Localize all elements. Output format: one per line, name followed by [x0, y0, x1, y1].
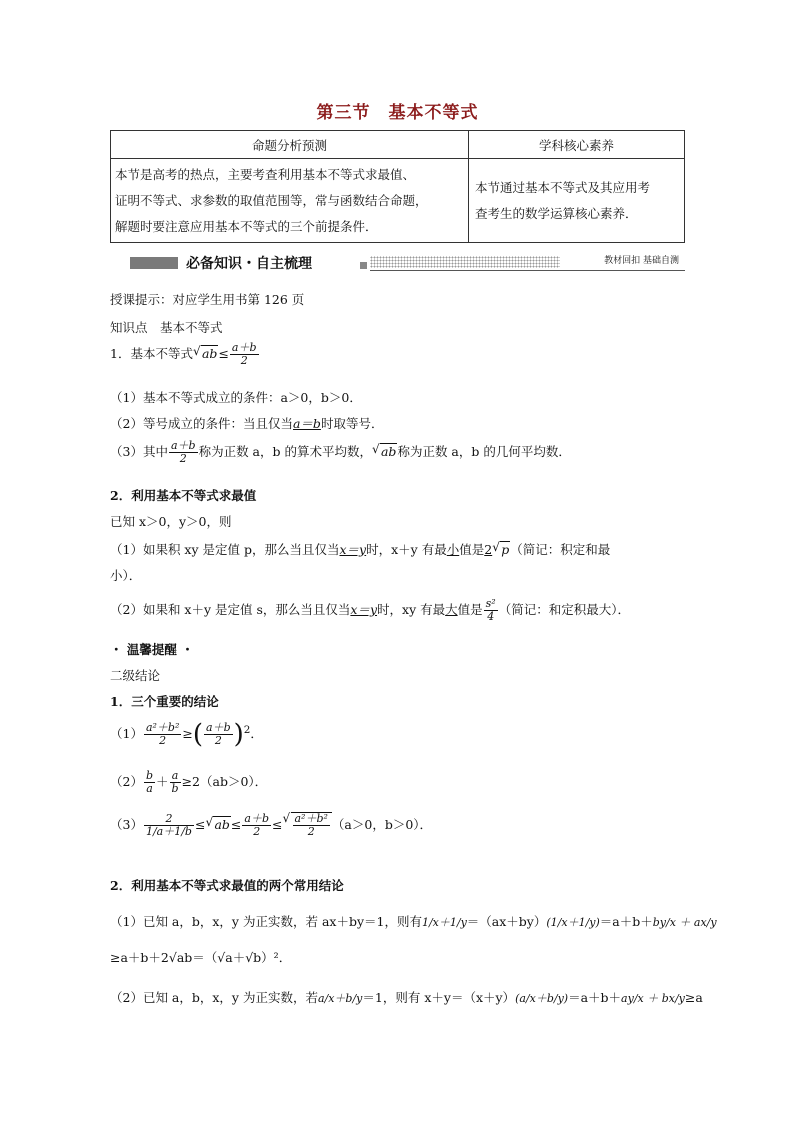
- table-line: 解题时要注意应用基本不等式的三个前提条件．: [115, 218, 378, 234]
- title-section-number: 第三节: [316, 103, 371, 123]
- section-banner: [130, 252, 685, 274]
- t2-l1-cont: ≥a＋b＋2√ab＝（√a＋√b）²．: [110, 950, 292, 965]
- section-label: 必备知识・自主梳理: [186, 256, 312, 272]
- knowledge-point: 知识点 基本不等式: [110, 320, 223, 335]
- table-line: 证明不等式、求参数的取值范围等，常与函数结合命题，: [115, 192, 428, 208]
- table-line: 本节是高考的热点，主要考查利用基本不等式求最值、: [115, 166, 416, 182]
- banner-rule: [370, 270, 685, 271]
- sqrt-ab: √ ab: [201, 345, 218, 361]
- t1-l3: （3） $\frac{2}{1/a+1/b}$ ≤√ ab≤ $\frac{a+b}{2}$ ≤ √ $\frac{\text{a²＋b²}}{2}$ （a＞0，b＞0）．: [110, 812, 432, 838]
- table-line: 本节通过基本不等式及其应用考: [475, 179, 651, 195]
- table-cell-literacy: [469, 159, 685, 243]
- teaching-hint: 授课提示：对应学生用书第 126 页: [110, 292, 305, 307]
- t1-heading: 1．三个重要的结论: [110, 694, 219, 709]
- page-title: [110, 98, 685, 123]
- table-line: 查考生的数学运算核心素养．: [475, 205, 638, 221]
- s2-p1-cont: 小）．: [110, 568, 142, 583]
- t2-l1: （1）已知 a，b，x，y 为正实数，若 ax＋by＝1，则有1/x＋1/y＝（ax＋by）(1/x＋1/y)＝a＋b＋by/x ＋ ax/y: [110, 914, 717, 929]
- reminder-heading: ・ 温馨提醒 ・: [110, 642, 194, 657]
- fraction-a-plus-b-over-2: $\frac{a+b}{2}$: [231, 341, 257, 367]
- conclusion-heading: 二级结论: [110, 668, 161, 683]
- s1-heading: 1．基本不等式√ ab≤ $\frac{a+b}{2}$: [110, 342, 260, 367]
- table-cell-analysis: [111, 159, 469, 243]
- s2-heading: 2．利用基本不等式求最值: [110, 488, 257, 503]
- t1-l2: （2） $\frac{b}{a}$ ＋ $\frac{a}{b}$ ≥2（ab＞0）．: [110, 769, 268, 795]
- s2-given: 已知 x＞0，y＞0，则: [110, 514, 232, 529]
- analysis-table: [110, 130, 685, 243]
- s1-condition: （1）基本不等式成立的条件：a＞0，b＞0．: [110, 390, 362, 405]
- banner-bar: [130, 257, 178, 269]
- table-header-literacy: 学科核心素养: [469, 131, 685, 159]
- s1-equality: （2）等号成立的条件：当且仅当a＝b时取等号．: [110, 416, 384, 431]
- banner-dots: [370, 256, 560, 268]
- section-right-label: 教材回扣 基础自测: [604, 256, 679, 266]
- s2-p1: （1）如果积 xy 是定值 p，那么当且仅当x＝y时，x＋y 有最小值是2√ p（简记：积定和最: [110, 540, 610, 558]
- title-topic: 基本不等式: [388, 103, 479, 123]
- t2-l2: （2）已知 a，b，x，y 为正实数，若a/x＋b/y＝1，则有 x＋y＝（x＋y）(a/x＋b/y)＝a＋b＋ay/x ＋ bx/y≥a: [110, 990, 703, 1005]
- s2-p2: （2）如果和 x＋y 是定值 s，那么当且仅当x＝y时，xy 有最大值是 $\frac{\text{s²}}{4}$ （简记：和定积最大）．: [110, 597, 630, 623]
- s1-means: （3）其中 $\frac{a+b}{2}$ 称为正数 a，b 的算术平均数，√ ab称为正数 a，b 的几何平均数．: [110, 440, 571, 465]
- banner-square: [360, 262, 367, 269]
- t1-l1: （1） $\frac{\text{a²＋b²}}{2}$ ≥( $\frac{a+b}{2}$ )$^2$．: [110, 719, 263, 750]
- t2-heading: 2．利用基本不等式求最值的两个常用结论: [110, 878, 344, 893]
- table-header-analysis: 命题分析预测: [111, 131, 469, 159]
